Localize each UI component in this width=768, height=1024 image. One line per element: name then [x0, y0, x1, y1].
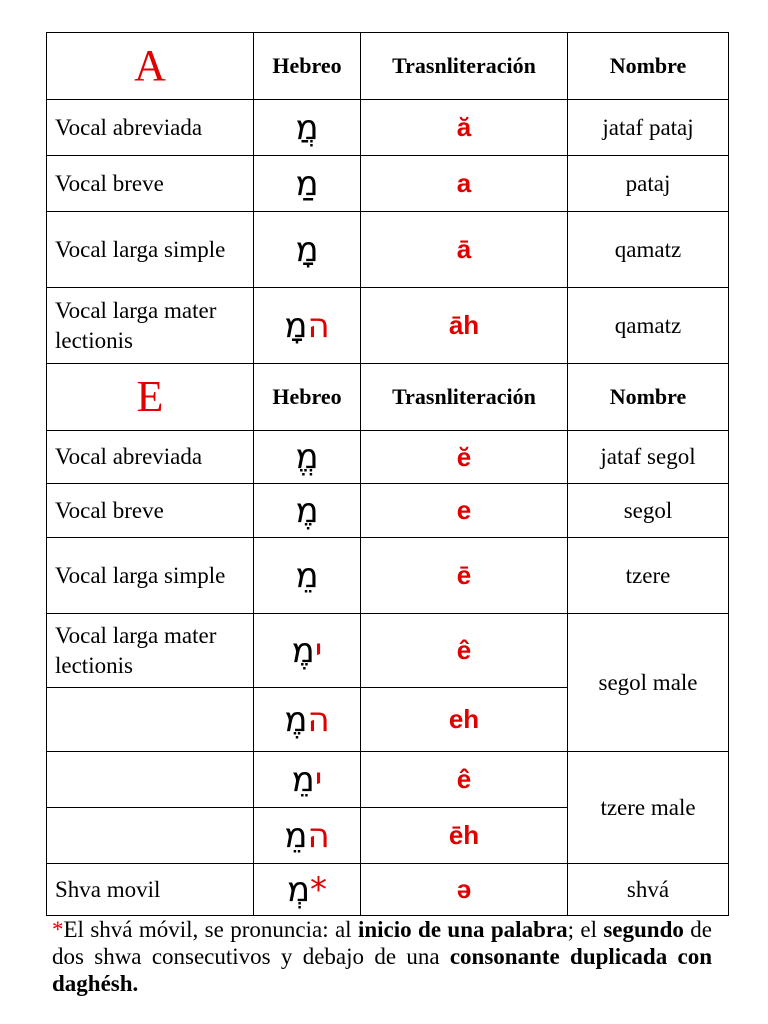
- hebrew-cell: [254, 752, 361, 808]
- hebrew-suffix: ה: [307, 815, 330, 856]
- section-a-letter: A: [47, 33, 254, 100]
- table-row: [47, 431, 729, 484]
- section-e-header-row: [47, 364, 729, 431]
- footnote-text: ; el: [567, 917, 604, 942]
- hebrew-suffix: י: [314, 630, 323, 671]
- header-name: Nombre: [568, 33, 729, 100]
- footnote-text: El shvá móvil, se pronuncia: al: [63, 917, 358, 942]
- row-label: Vocal abreviada: [47, 431, 254, 484]
- hebrew-cell: [254, 864, 361, 916]
- hebrew-glyph: מָ: [295, 229, 319, 270]
- translit-cell: ê: [361, 614, 568, 688]
- translit-cell: ê: [361, 752, 568, 808]
- hebrew-glyph: מֶ: [284, 699, 308, 740]
- translit-cell: ĕ: [361, 431, 568, 484]
- hebrew-suffix: ה: [307, 699, 330, 740]
- row-label: Vocal larga mater lectionis: [47, 288, 254, 364]
- hebrew-cell: [254, 688, 361, 752]
- hebrew-glyph: מֵ: [291, 759, 315, 800]
- row-label: Vocal larga simple: [47, 212, 254, 288]
- row-label: Vocal breve: [47, 484, 254, 538]
- header-hebrew: Hebreo: [254, 364, 361, 431]
- name-cell: qamatz: [568, 212, 729, 288]
- hebrew-cell: [254, 538, 361, 614]
- row-label: [47, 808, 254, 864]
- translit-cell: ə: [361, 864, 568, 916]
- hebrew-cell: [254, 288, 361, 364]
- hebrew-cell: [254, 100, 361, 156]
- translit-cell: eh: [361, 688, 568, 752]
- translit-cell: āh: [361, 288, 568, 364]
- hebrew-glyph: מֵ: [284, 815, 308, 856]
- table-row: [47, 212, 729, 288]
- row-label: Shva movil: [47, 864, 254, 916]
- name-cell: segol male: [568, 614, 729, 752]
- name-cell: tzere male: [568, 752, 729, 864]
- hebrew-glyph: מֶ: [295, 490, 319, 531]
- footnote-bold: segundo: [603, 917, 684, 942]
- name-cell: pataj: [568, 156, 729, 212]
- hebrew-asterisk: *: [310, 869, 328, 910]
- header-translit: Trasnliteración: [361, 33, 568, 100]
- row-label: Vocal larga mater lectionis: [47, 614, 254, 688]
- footnote-bold: inicio de una palabra: [357, 917, 568, 942]
- translit-cell: ă: [361, 100, 568, 156]
- row-label: Vocal larga simple: [47, 538, 254, 614]
- hebrew-suffix: י: [314, 759, 323, 800]
- hebrew-glyph: מֱ: [295, 437, 319, 477]
- header-translit: Trasnliteración: [361, 364, 568, 431]
- hebrew-cell: [254, 156, 361, 212]
- name-cell: segol: [568, 484, 729, 538]
- hebrew-cell: [254, 484, 361, 538]
- hebrew-glyph: מֵ: [295, 555, 319, 596]
- name-cell: tzere: [568, 538, 729, 614]
- vowel-table: [46, 32, 729, 916]
- hebrew-glyph: מַ: [295, 163, 319, 204]
- table-row: [47, 864, 729, 916]
- table-row: [47, 156, 729, 212]
- table-row: [47, 614, 729, 688]
- hebrew-glyph: מֶ: [291, 630, 315, 671]
- table-row: [47, 288, 729, 364]
- table-row: [47, 752, 729, 808]
- table-row: [47, 484, 729, 538]
- footnote: [52, 916, 712, 997]
- translit-cell: ā: [361, 212, 568, 288]
- name-cell: qamatz: [568, 288, 729, 364]
- hebrew-suffix: ה: [307, 305, 330, 346]
- hebrew-cell: [254, 212, 361, 288]
- section-e-letter: E: [47, 364, 254, 431]
- hebrew-glyph: מְ: [286, 869, 311, 910]
- footnote-bold: consonante duplicada con daghésh.: [52, 944, 712, 996]
- table-row: [47, 538, 729, 614]
- section-a-header-row: [47, 33, 729, 100]
- translit-cell: ēh: [361, 808, 568, 864]
- name-cell: jataf pataj: [568, 100, 729, 156]
- name-cell: shvá: [568, 864, 729, 916]
- hebrew-cell: [254, 808, 361, 864]
- translit-cell: ē: [361, 538, 568, 614]
- header-hebrew: Hebreo: [254, 33, 361, 100]
- row-label: [47, 688, 254, 752]
- row-label: Vocal abreviada: [47, 100, 254, 156]
- footnote-asterisk: *: [52, 917, 64, 942]
- name-cell: jataf segol: [568, 431, 729, 484]
- footnote-text: de dos shwa consecutivos y debajo de una: [52, 917, 712, 969]
- header-name: Nombre: [568, 364, 729, 431]
- hebrew-cell: [254, 431, 361, 484]
- translit-cell: a: [361, 156, 568, 212]
- translit-cell: e: [361, 484, 568, 538]
- row-label: Vocal breve: [47, 156, 254, 212]
- row-label: [47, 752, 254, 808]
- hebrew-glyph: מֲ: [295, 107, 319, 148]
- hebrew-glyph: מָ: [284, 305, 308, 346]
- hebrew-cell: [254, 614, 361, 688]
- table-row: [47, 100, 729, 156]
